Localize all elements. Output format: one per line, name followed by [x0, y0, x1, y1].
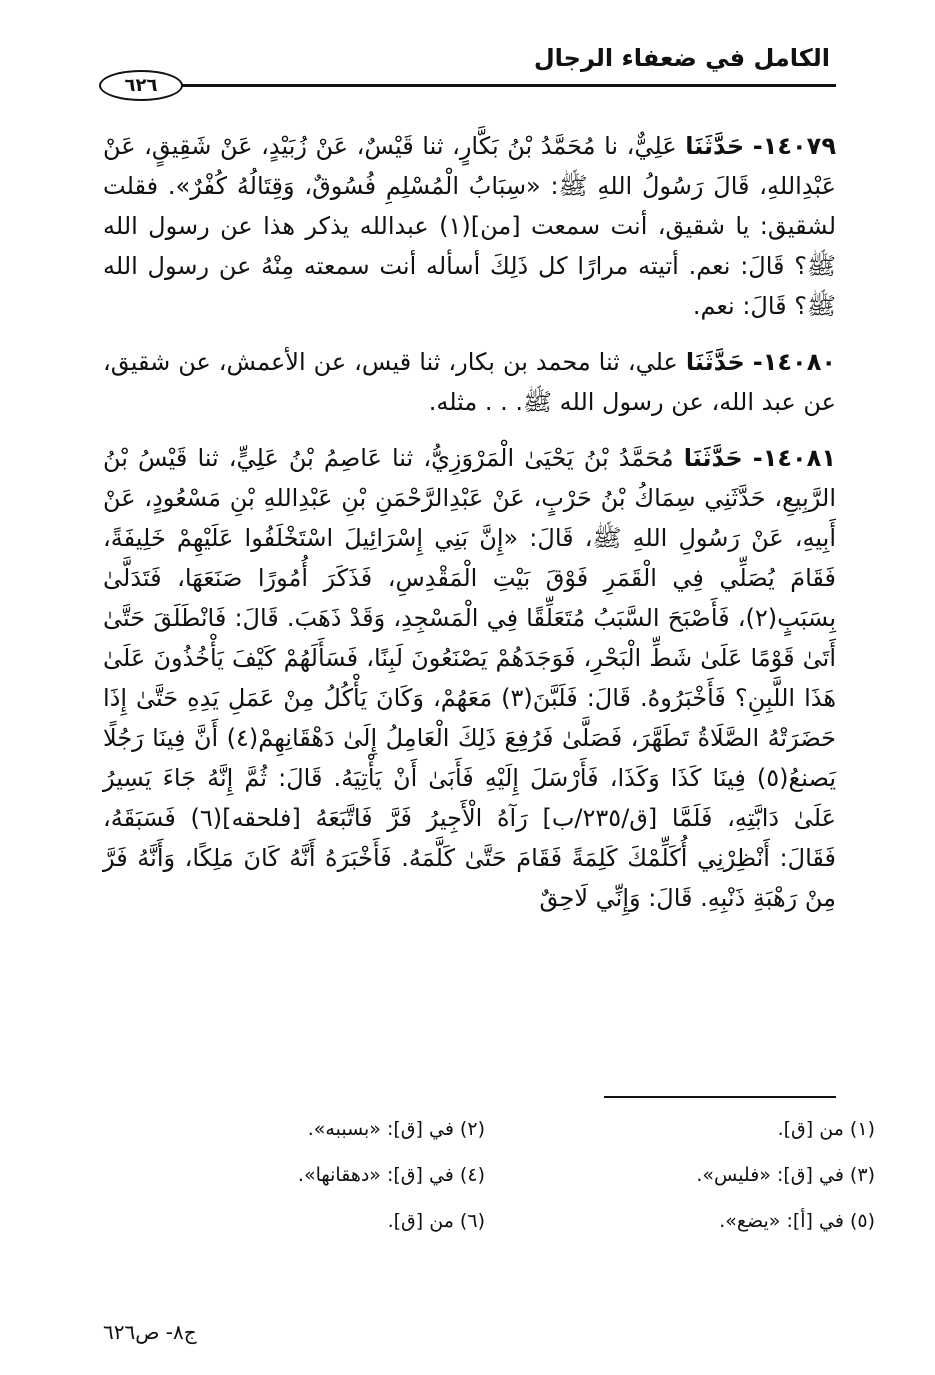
footnotes [65, 1114, 875, 1252]
footnote: (٢) في [ق]: «بسببه». [307, 1118, 485, 1140]
hadith-text: علي، ثنا محمد بن بكار، ثنا قيس، عن الأعمش، عن شقيق، عن عبد الله، عن رسول الله ﷺ. . . مثله. [103, 348, 836, 416]
header-rule [103, 84, 836, 87]
hadith-keyword: حَدَّثَنَا [683, 444, 743, 472]
running-title: الكامل في ضعفاء الرجال [533, 44, 830, 72]
footnote: (١) من [ق]. [777, 1118, 875, 1140]
hadith-keyword: حَدَّثَنَا [685, 348, 745, 376]
hadith-text: عَلِيٌّ، نا مُحَمَّدُ بْنُ بَكَّارٍ، ثنا قَيْسٌ، عَنْ زُبَيْدٍ، عَنْ شَقِيقٍ، عَنْ عَبْدِاللهِ، قَالَ رَسُولُ اللهِ ﷺ: «سِبَابُ الْمُسْلِمِ فُسُوقٌ، وَقِتَالُهُ كُفْرٌ». فقلت لشقيق: يا شقيق، أنت سمعت [من](١) عبدالله يذكر هذا عن رسول الله ﷺ؟ قَالَ: نعم. أتيته مرارًا كل ذَلِكَ أسأله أنت سمعته مِنْهُ عن رسول الله ﷺ؟ قَالَ: نعم. [103, 132, 837, 320]
body-text [103, 126, 836, 934]
hadith-number: ١٤٠٨١- [752, 444, 836, 472]
hadith-text: مُحَمَّدُ بْنُ يَحْيَىٰ الْمَرْوَزِيُّ، ثنا عَاصِمُ بْنُ عَلِيٍّ، ثنا قَيْسُ بْنُ الرَّبِيعِ، حَدَّثَنِي سِمَاكُ بْنُ حَرْبٍ، عَنْ عَبْدِالرَّحْمَنِ بْنِ عَبْدِاللهِ بْنِ مَسْعُودٍ، عَنْ أَبِيهِ، عَنْ رَسُولِ اللهِ ﷺ، قَالَ: «إِنَّ بَنِي إِسْرَائِيلَ اسْتَخْلَفُوا عَلَيْهِمْ خَلِيفَةً، فَقَامَ يُصَلِّي فِي الْقَمَرِ فَوْقَ بَيْتِ الْمَقْدِسِ، فَذَكَرَ أُمُورًا صَنَعَهَا، فَتَدَلَّىٰ بِسَبَبٍ(٢)، فَأَصْبَحَ السَّبَبُ مُتَعَلِّقًا فِي الْمَسْجِدِ، وَقَدْ ذَهَبَ. قَالَ: فَانْطَلَقَ حَتَّىٰ أَتَىٰ قَوْمًا عَلَىٰ شَطِّ الْبَحْرِ، فَوَجَدَهُمْ يَصْنَعُونَ لَبِنًا، فَسَأَلَهُمْ كَيْفَ يَأْخُذُونَ عَلَىٰ هَذَا اللَّبِنِ؟ فَأَخْبَرُوهُ. قَالَ: فَلَبَّنَ(٣) مَعَهُمْ، وَكَانَ يَأْكُلُ مِنْ عَمَلِ يَدِهِ حَتَّىٰ إِذَا حَضَرَتْهُ الصَّلَاةُ تَطَهَّرَ، فَصَلَّىٰ فَرُفِعَ ذَلِكَ الْعَامِلُ إِلَىٰ دَهْقَانِهِمْ(٤) أَنَّ فِينَا رَجُلًا يَصنعُ(٥) فِينَا كَذَا وَكَذَا، فَأَرْسَلَ إِلَيْهِ فَأَبَىٰ أَنْ يَأْتِيَهُ. قَالَ: ثُمَّ إِنَّهُ جَاءَ يَسِيرُ عَلَىٰ دَابَّتِهِ، فَلَمَّا [ق/٢٣٥/ب] رَآهُ الْأَجِيرُ فَرَّ فَاتَّبَعَهُ [فلحقه](٦) فَسَبَقَهُ، فَقَالَ: أَنْظِرْنِي أُكَلِّمْكَ كَلِمَةً فَقَامَ حَتَّىٰ كَلَّمَهُ. فَأَخْبَرَهُ أَنَّهُ كَانَ مَلِكًا، وَأَنَّهُ فَرَّ مِنْ رَهْبَةِ ذَنْبِهِ. قَالَ: وَإِنِّي لَاحِقٌ [103, 444, 837, 912]
footnote: (٣) في [ق]: «فليس». [696, 1164, 875, 1186]
hadith-paragraph [103, 126, 836, 326]
footnote: (٦) من [ق]. [387, 1210, 485, 1232]
hadith-number: ١٤٠٧٩- [752, 132, 836, 160]
hadith-paragraph [103, 438, 836, 918]
footnote-row [65, 1206, 875, 1252]
footnote-rule [604, 1096, 836, 1098]
footnote-row [65, 1160, 875, 1206]
volume-page-reference: ج٨- ص٦٢٦ [103, 1320, 197, 1344]
footnote: (٤) في [ق]: «دهقانها». [297, 1164, 485, 1186]
hadith-keyword: حَدَّثَنَا [685, 132, 745, 160]
footnote-row [65, 1114, 875, 1160]
hadith-paragraph [103, 342, 836, 422]
page-number-badge: ٦٢٦ [99, 70, 183, 101]
hadith-number: ١٤٠٨٠- [752, 348, 836, 376]
footnote: (٥) في [أ]: «يضع». [719, 1210, 875, 1232]
